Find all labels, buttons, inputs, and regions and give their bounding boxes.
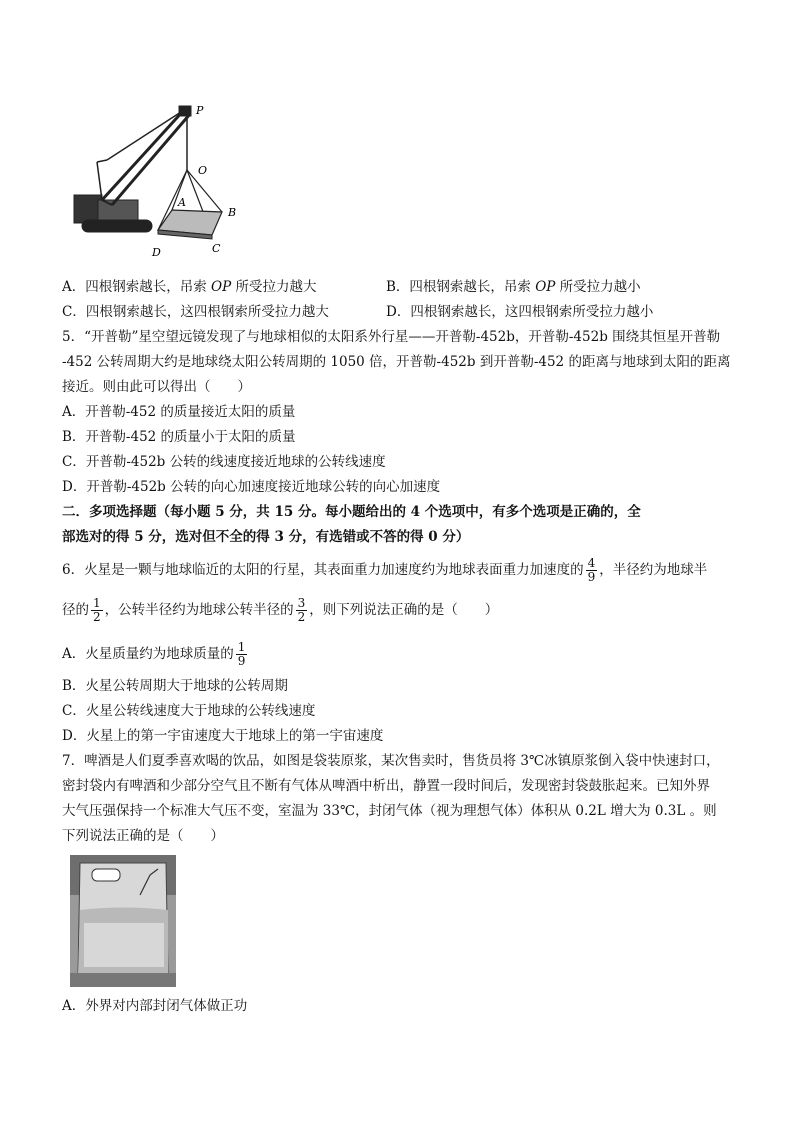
q5-stem-line3: 接近。则由此可以得出（ ） [62,379,251,395]
label-o: O [198,164,208,177]
section2-heading-line1: 二．多项选择题（每小题 5 分，共 15 分。每小题给出的 4 个选项中，有多个选项是正确的，全 [62,504,641,520]
q4-option-d: D．四根钢索越长，这四根钢索所受拉力越小 [386,304,654,320]
q5-stem-line1: 5．“开普勒”星空望远镜发现了与地球相似的太阳系外行星——开普勒-452b，开普勒-452b 围绕其恒星开普勒 [62,329,721,345]
crane-figure [62,100,252,265]
section2-heading-line2: 部选对的得 5 分，选对但不全的得 3 分，有选错或不答的得 0 分） [62,529,470,545]
q5-option-c: C．开普勒-452b 公转的线速度接近地球的公转线速度 [62,454,386,470]
q6-stem-line1: 6．火星是一颗与地球临近的太阳的行星，其表面重力加速度约为地球表面重力加速度的 $\frac{4}{9}$ ，半径约为地球半 [62,556,708,584]
q4-option-c: C．四根钢索越长，这四根钢索所受拉力越大 [62,304,329,320]
q6-option-b: B．火星公转周期大于地球的公转周期 [62,678,288,694]
label-d: D [152,246,161,259]
q7-option-a: A．外界对内部封闭气体做正功 [62,998,248,1014]
beer-bag-photo [70,855,176,987]
label-c: C [212,242,221,255]
q6-option-a: A．火星质量约为地球质量的 $\frac{1}{9}$ [62,640,246,668]
q7-stem-line3: 大气压强保持一个标准大气压不变，室温为 33℃，封闭气体（视为理想气体）体积从 0.2L 增大为 0.3L 。则 [62,803,717,819]
q5-option-d: D．开普勒-452b 公转的向心加速度接近地球公转的向心加速度 [62,479,441,495]
label-p: P [196,104,204,117]
q6-stem-line2: 径的 $\frac{1}{2}$ ，公转半径约为地球公转半径的 $\frac{3}{2}$ ，则下列说法正确的是（ ） [62,596,499,624]
q7-stem-line1: 7．啤酒是人们夏季喜欢喝的饮品，如图是袋装原浆，某次售卖时，售货员将 3℃冰镇原浆倒入袋中快速封口， [62,753,720,769]
q6-option-c: C．火星公转线速度大于地球的公转线速度 [62,703,316,719]
q7-stem-line4: 下列说法正确的是（ ） [62,828,224,844]
fraction-3-2: $\frac{3}{2}$ [297,596,306,624]
fraction-1-2: $\frac{1}{2}$ [93,596,101,624]
hanging-platform [158,170,222,239]
q5-option-b: B．开普勒-452 的质量小于太阳的质量 [62,429,296,445]
q6-option-d: D．火星上的第一宇宙速度大于地球上的第一宇宙速度 [62,728,384,744]
label-a: A [178,196,186,209]
q7-stem-line2: 密封袋内有啤酒和少部分空气且不断有气体从啤酒中析出，静置一段时间后，发现密封袋鼓胀起来。已知外界 [62,778,710,794]
label-b: B [228,206,237,219]
fraction-4-9: $\frac{4}{9}$ [587,556,596,584]
q5-stem-line2: -452 公转周期大约是地球绕太阳公转周期的 1050 倍，开普勒-452b 到开普勒-452 的距离与地球到太阳的距离 [62,354,731,370]
q4-option-a: A．四根钢索越长，吊索 OP 所受拉力越大 [62,279,317,295]
q4-option-b: B．四根钢索越长，吊索 OP 所受拉力越小 [386,279,641,295]
q5-option-a: A．开普勒-452 的质量接近太阳的质量 [62,404,296,420]
fraction-1-9: $\frac{1}{9}$ [237,640,246,668]
